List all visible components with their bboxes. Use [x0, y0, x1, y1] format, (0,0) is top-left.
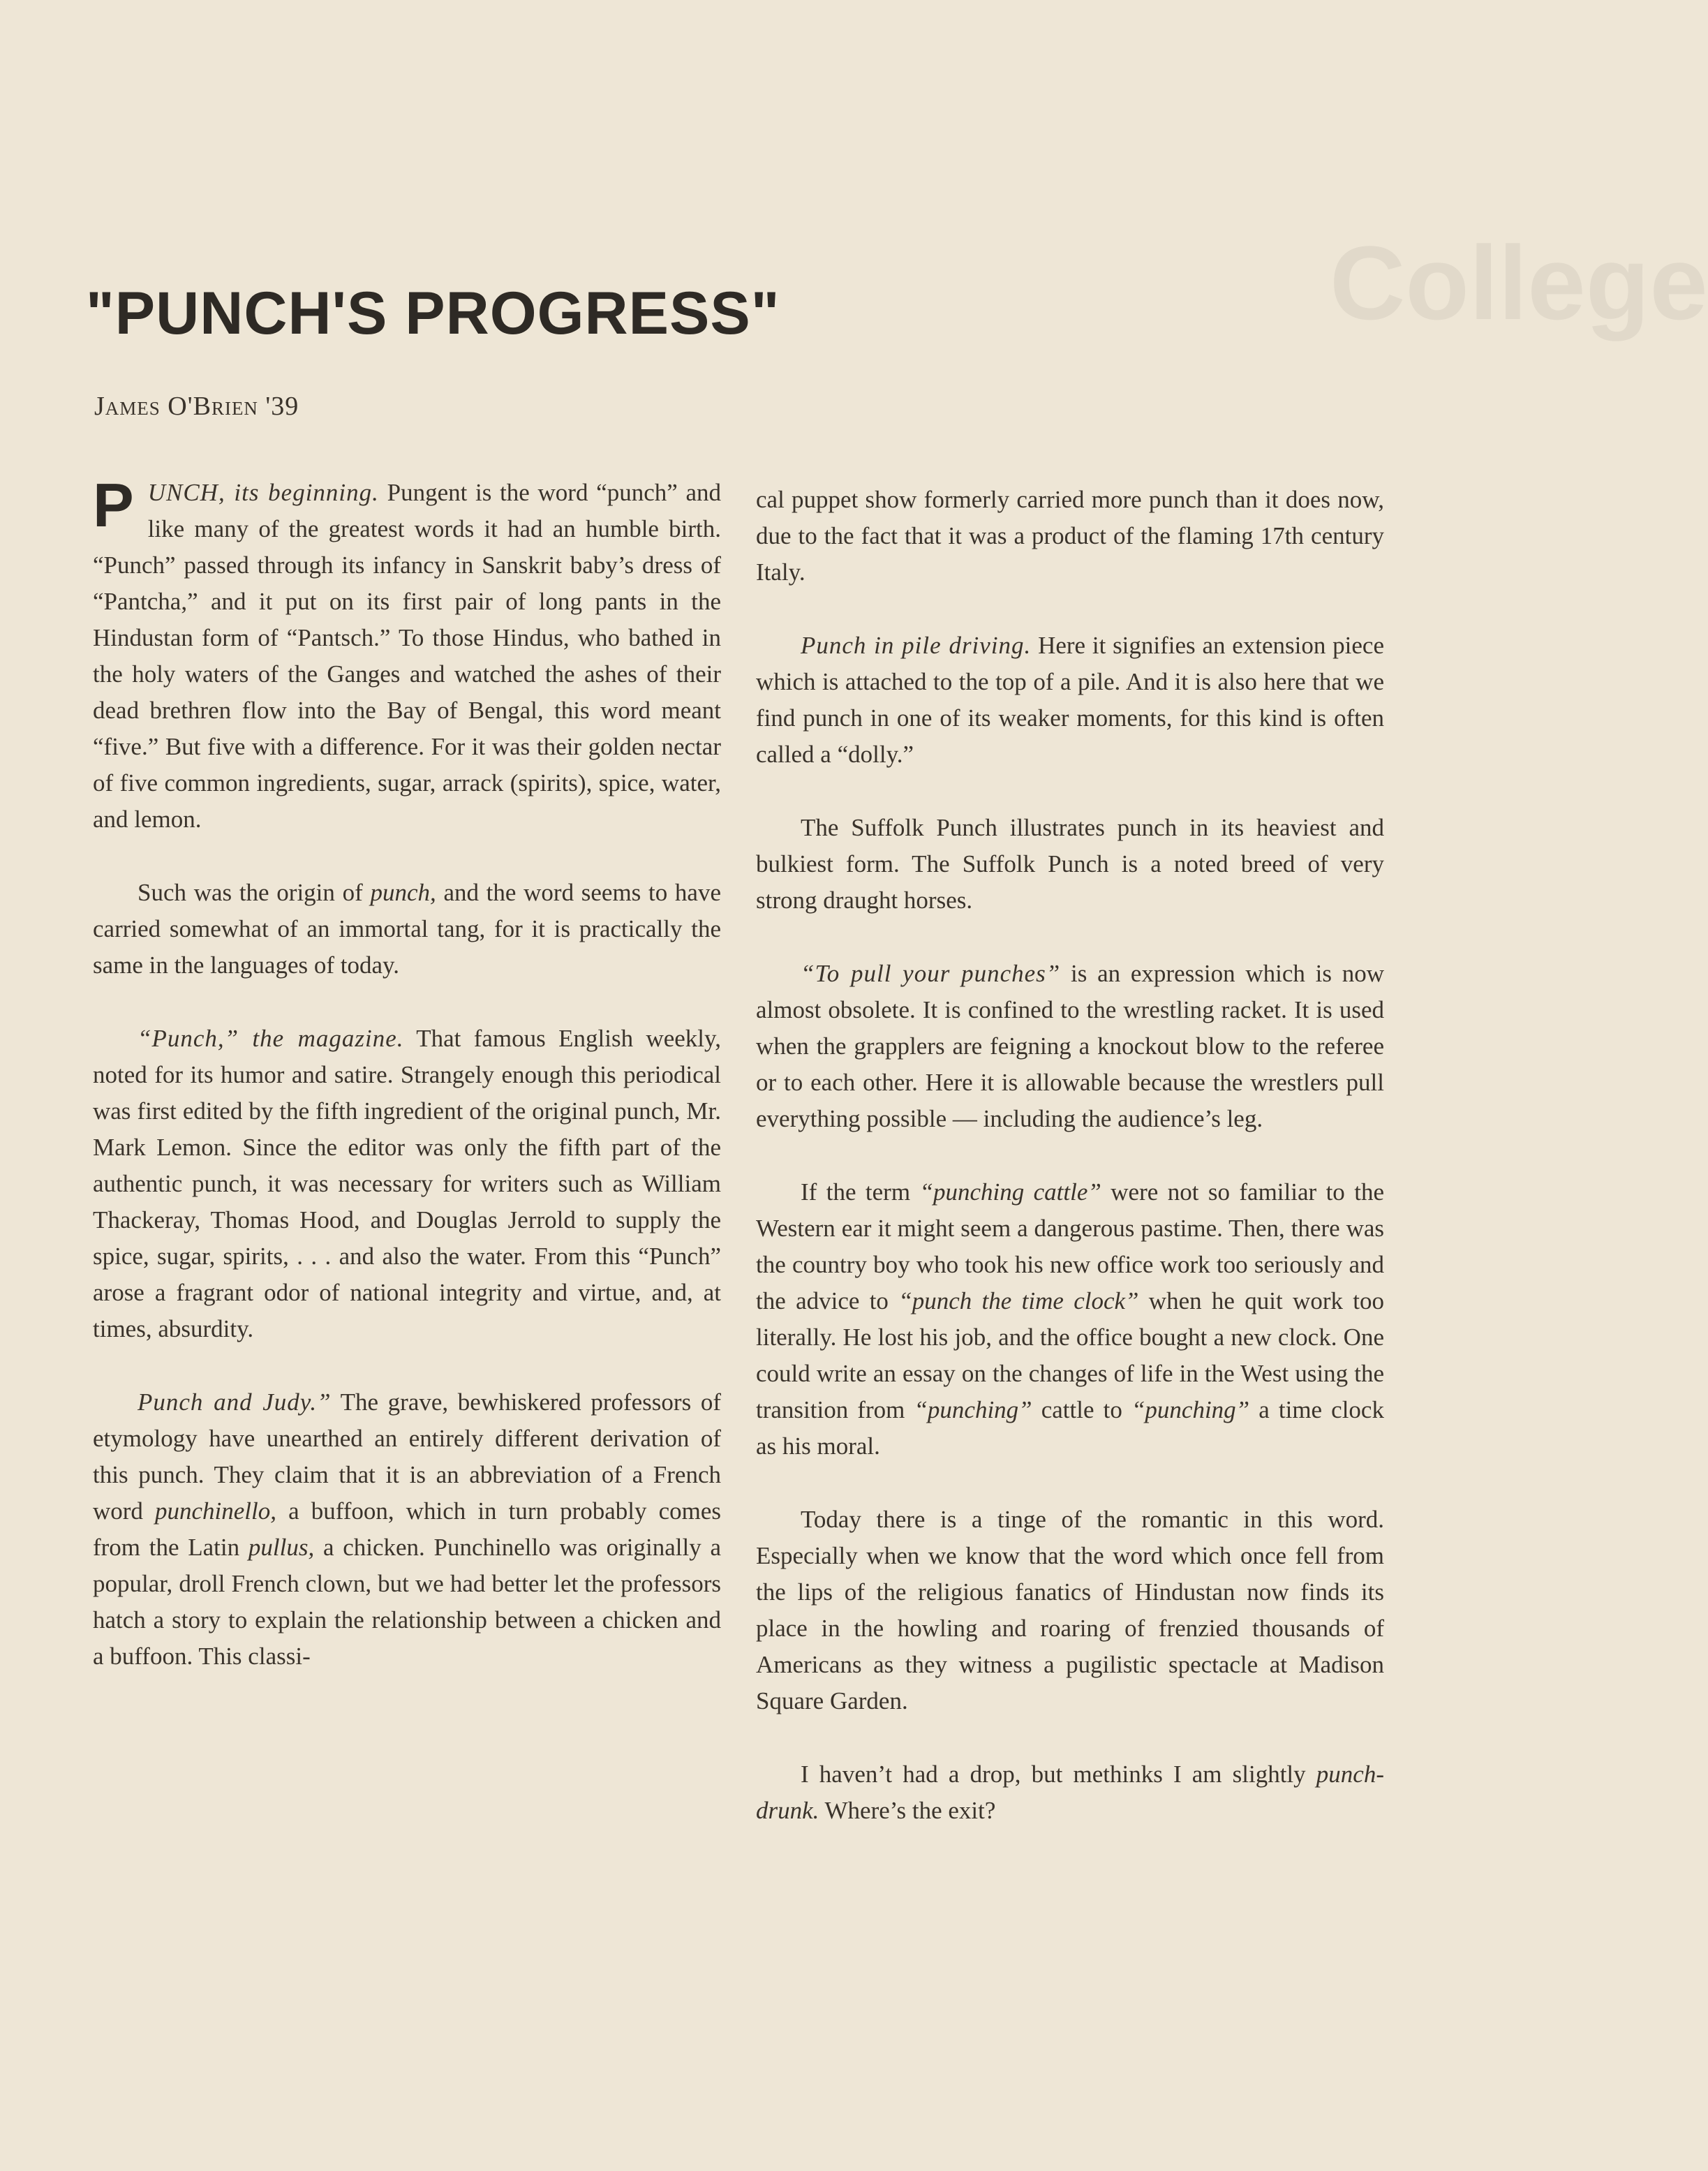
drop-cap: P: [93, 470, 134, 540]
paragraph-text: cattle to: [1032, 1396, 1131, 1423]
paragraph-text: Here it signifies an extension piece which is attached to the top of a pile. And it is also here that we find punch in one of its weaker moments, for this kind is often called a “dolly.”: [756, 632, 1384, 768]
paragraph-text: when he quit work too literally. He lost his job, and the office bought a new clock. One could write an essay on the changes of life in the West using the transition from: [756, 1287, 1385, 1423]
section-heading: “Punch,” the magazine.: [138, 1025, 404, 1052]
author-byline: James O'Brien '39: [94, 392, 299, 421]
paragraph-text: a chicken. Punchinello was originally a popular, droll French clown, but we had better let the professors hatch a story to explain the relationship between a chicken and a buffoon. This classi-: [93, 1534, 722, 1670]
article-title: "PUNCH'S PROGRESS": [86, 280, 780, 347]
right-column: [756, 482, 1384, 1866]
section-heading: UNCH, its beginning.: [147, 479, 379, 506]
paragraph-text: Such was the origin of: [138, 879, 371, 906]
paragraph-origin: [93, 875, 721, 984]
paragraph-punch-and-judy: [93, 1384, 721, 1675]
paragraph-text: That famous English weekly, noted for its humor and satire. Strangely enough this periodical was first edited by the fifth ingredient of the original punch, Mr. Mark Lemon. Since the editor was only the fifth part of the authentic punch, it was necessary for writers such as William Thackeray, Thomas Hood, and Douglas Jerrold to supply the spice, sugar, spirits, . . . and also the water. From this “Punch” arose a fragrant odor of national integrity and virtue, and, at times, absurdity.: [93, 1025, 721, 1342]
emphasis: punch-drunk.: [756, 1761, 1384, 1824]
paragraph-pull-punches: [756, 956, 1384, 1137]
paragraph-text: The Suffolk Punch illustrates punch in its heaviest and bulkiest form. The Suffolk Punch is a noted breed of very strong draught horses.: [756, 814, 1384, 914]
paragraph-text: and the word seems to have carried somewhat of an immortal tang, for it is practically the same in the languages of today.: [93, 879, 721, 979]
paragraph-text: If the term: [801, 1178, 920, 1206]
paragraph-continued: [756, 482, 1384, 591]
paragraph-text: The grave, bewhiskered professors of etymology have unearthed an entirely different derivation of this punch. They claim that it is an abbreviation of a French word: [93, 1388, 721, 1525]
paragraph-closing: [756, 1756, 1384, 1829]
paragraph-pile-driving: [756, 628, 1384, 773]
emphasis: punch,: [370, 879, 436, 906]
paragraph-text: were not so familiar to the Western ear it might seem a dangerous pastime. Then, there was the country boy who took his new office work too seriously and the advice to: [756, 1178, 1384, 1314]
paragraph-beginning: [93, 470, 721, 838]
emphasis: “punching”: [1131, 1396, 1250, 1423]
paragraph-text: I haven’t had a drop, but methinks I am slightly: [801, 1761, 1316, 1788]
bleed-through-text: College: [1330, 224, 1708, 341]
section-heading: “To pull your punches”: [801, 960, 1061, 987]
paragraph-text: a buffoon, which in turn probably comes from the Latin: [93, 1497, 721, 1561]
emphasis: “punching”: [914, 1396, 1032, 1423]
emphasis: “punch the time clock”: [898, 1287, 1139, 1314]
paragraph-text: Where’s the exit?: [819, 1797, 996, 1824]
emphasis: punchinello,: [155, 1497, 277, 1525]
section-heading: Punch and Judy.”: [138, 1388, 332, 1416]
paragraph-text: Pungent is the word “punch” and like many of the greatest words it had an humble birth. “Punch” passed through its infancy in Sanskrit baby’s dress of “Pantcha,” and it put on its first pair of long pants in the Hindustan form of “Pantsch.” To those Hindus, who bathed in the holy waters of the Ganges and watched the ashes of their dead brethren flow into the Bay of Bengal, this word meant “five.” But five with a difference. For it was their golden nectar of five common ingredients, sugar, arrack (spirits), spice, water, and lemon.: [93, 479, 721, 833]
section-heading: Punch in pile driving.: [801, 632, 1032, 659]
paragraph-text: is an expression which is now almost obsolete. It is confined to the wrestling racket. It is used when the grapplers are feigning a knockout blow to the referee or to each other. Here it is allowable because the wrestlers pull everything possible — including the audience’s leg.: [756, 960, 1384, 1132]
left-column: [93, 470, 722, 1712]
paragraph-text: cal puppet show formerly carried more punch than it does now, due to the fact that it was a product of the flaming 17th century Italy.: [756, 486, 1384, 586]
paragraph-romantic: [756, 1502, 1384, 1719]
paragraph-text: Today there is a tinge of the romantic in this word. Especially when we know that the word which once fell from the lips of the religious fanatics of Hindustan now finds its place in the howling and roaring of frenzied thousands of Americans as they witness a pugilistic spectacle at Madison Square Garden.: [756, 1506, 1384, 1714]
emphasis: “punching cattle”: [919, 1178, 1101, 1206]
paragraph-punching-cattle: [756, 1174, 1384, 1465]
paragraph-magazine: [93, 1021, 721, 1347]
paragraph-suffolk: [756, 810, 1384, 919]
paragraph-text: a time clock as his moral.: [756, 1396, 1384, 1460]
emphasis: pullus,: [248, 1534, 315, 1561]
